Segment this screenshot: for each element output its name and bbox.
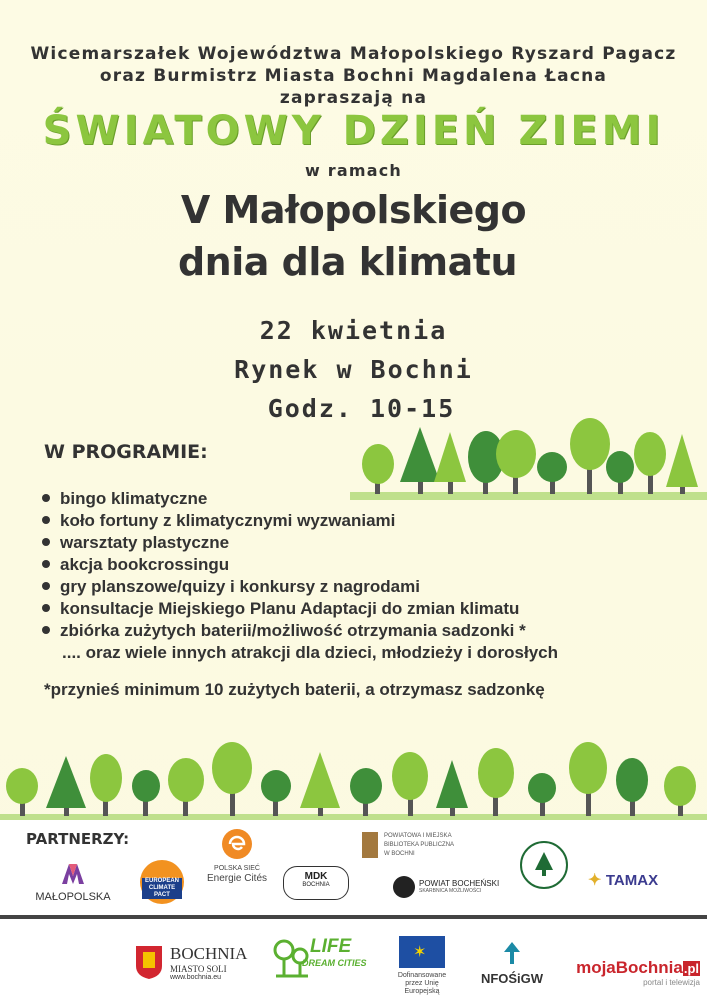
tree-icon <box>90 754 122 816</box>
tree-icon <box>616 758 648 816</box>
tree-icon <box>434 432 466 494</box>
mojabochnia-logo: mojaBochnia.pl portal i telewizja <box>576 958 700 987</box>
list-item: akcja bookcrossingu <box>42 554 526 576</box>
bochnia-crest-icon <box>134 944 164 980</box>
list-item: koło fortuny z klimatycznymi wyzwaniami <box>42 510 526 532</box>
event-date: 22 kwietnia <box>259 316 448 345</box>
program-list <box>42 488 526 642</box>
tree-icon <box>350 768 382 816</box>
eu-flag-icon: ✶ <box>399 936 445 968</box>
malopolska-icon <box>60 860 86 886</box>
event-title: ŚWIATOWY DZIEŃ ZIEMI <box>42 108 665 154</box>
header-line-1: Wicemarszałek Województwa Małopolskiego Ryszard Pagacz <box>30 44 677 64</box>
tree-icon <box>392 752 428 816</box>
partners-heading: PARTNERZY: <box>26 830 130 848</box>
tree-icon <box>436 760 468 816</box>
tree-icon <box>300 752 340 816</box>
program-extra: .... oraz wiele innych atrakcji dla dzieci, młodzieży i dorosłych <box>62 643 558 662</box>
subtitle-line-1: V Małopolskiego <box>180 188 527 232</box>
tree-group-lower <box>0 738 707 822</box>
tamax-icon: ✦ <box>588 872 602 889</box>
lasy-logo <box>519 840 569 890</box>
tree-icon <box>664 766 696 816</box>
tree-icon <box>634 432 666 494</box>
tree-icon <box>261 770 291 816</box>
header-line-3: zapraszają na <box>279 88 428 108</box>
list-item: gry planszowe/quizy i konkursy z nagrodami <box>42 576 526 598</box>
energie-icon <box>221 828 253 860</box>
event-hours: Godz. 10-15 <box>267 394 456 423</box>
tree-icon <box>400 427 440 494</box>
list-item: konsultacje Miejskiego Planu Adaptacji do zmian klimatu <box>42 598 526 620</box>
header-line-2: oraz Burmistrz Miasta Bochni Magdalena Łacna <box>99 66 608 86</box>
eu-logo: ✶ Dofinansowane przez Unię Europejską <box>392 936 452 996</box>
life-tree-icon <box>270 936 310 980</box>
bochnia-logo: BOCHNIA MIASTO SOLI www.bochnia.eu <box>134 944 264 981</box>
tree-icon <box>6 768 38 816</box>
life-dream-cities-logo: LIFE DREAM CITIES <box>270 936 370 968</box>
library-logo: POWIATOWA I MIEJSKA BIBLIOTEKA PUBLICZNA W BOCHNI <box>362 832 472 859</box>
nfosigw-icon <box>500 940 524 966</box>
powiat-icon <box>393 876 415 898</box>
list-item: bingo klimatyczne <box>42 488 526 510</box>
tree-icon <box>212 742 252 816</box>
malopolska-logo: MAŁOPOLSKA <box>28 860 118 903</box>
tree-icon <box>569 742 607 816</box>
tree-icon <box>478 748 514 816</box>
tree-icon <box>537 452 567 494</box>
tree-icon <box>528 773 556 816</box>
tree-icon <box>46 756 86 816</box>
tree-icon <box>132 770 160 816</box>
program-note: *przynieś minimum 10 zużytych baterii, a otrzymasz sadzonkę <box>44 680 545 699</box>
tree-icon <box>362 444 394 494</box>
tree-icon <box>168 758 204 816</box>
in-frame-text: w ramach <box>305 161 402 180</box>
tree-icon <box>496 430 536 494</box>
climate-pact-logo: EUROPEAN CLIMATE PACT <box>140 860 184 904</box>
program-heading: W PROGRAMIE: <box>44 441 208 463</box>
powiat-logo: POWIAT BOCHEŃSKI SKARBNICA MOŻLIWOŚCI <box>393 876 503 894</box>
list-item: zbiórka zużytych baterii/możliwość otrzymania sadzonki * <box>42 620 526 642</box>
event-place: Rynek w Bochni <box>234 355 473 384</box>
tree-icon <box>666 434 698 494</box>
tree-icon <box>606 451 634 494</box>
library-icon <box>362 832 378 858</box>
energie-cites-logo: POLSKA SIEĆ Energie Cités <box>200 828 274 884</box>
lasy-icon <box>519 840 569 890</box>
tree-icon <box>570 418 610 494</box>
mdk-logo: MDK BOCHNIA <box>283 866 349 900</box>
tamax-logo: ✦ TAMAX <box>588 872 659 889</box>
list-item: warsztaty plastyczne <box>42 532 526 554</box>
subtitle-line-2: dnia dla klimatu <box>177 240 518 284</box>
nfosigw-logo: NFOŚiGW <box>470 940 554 986</box>
